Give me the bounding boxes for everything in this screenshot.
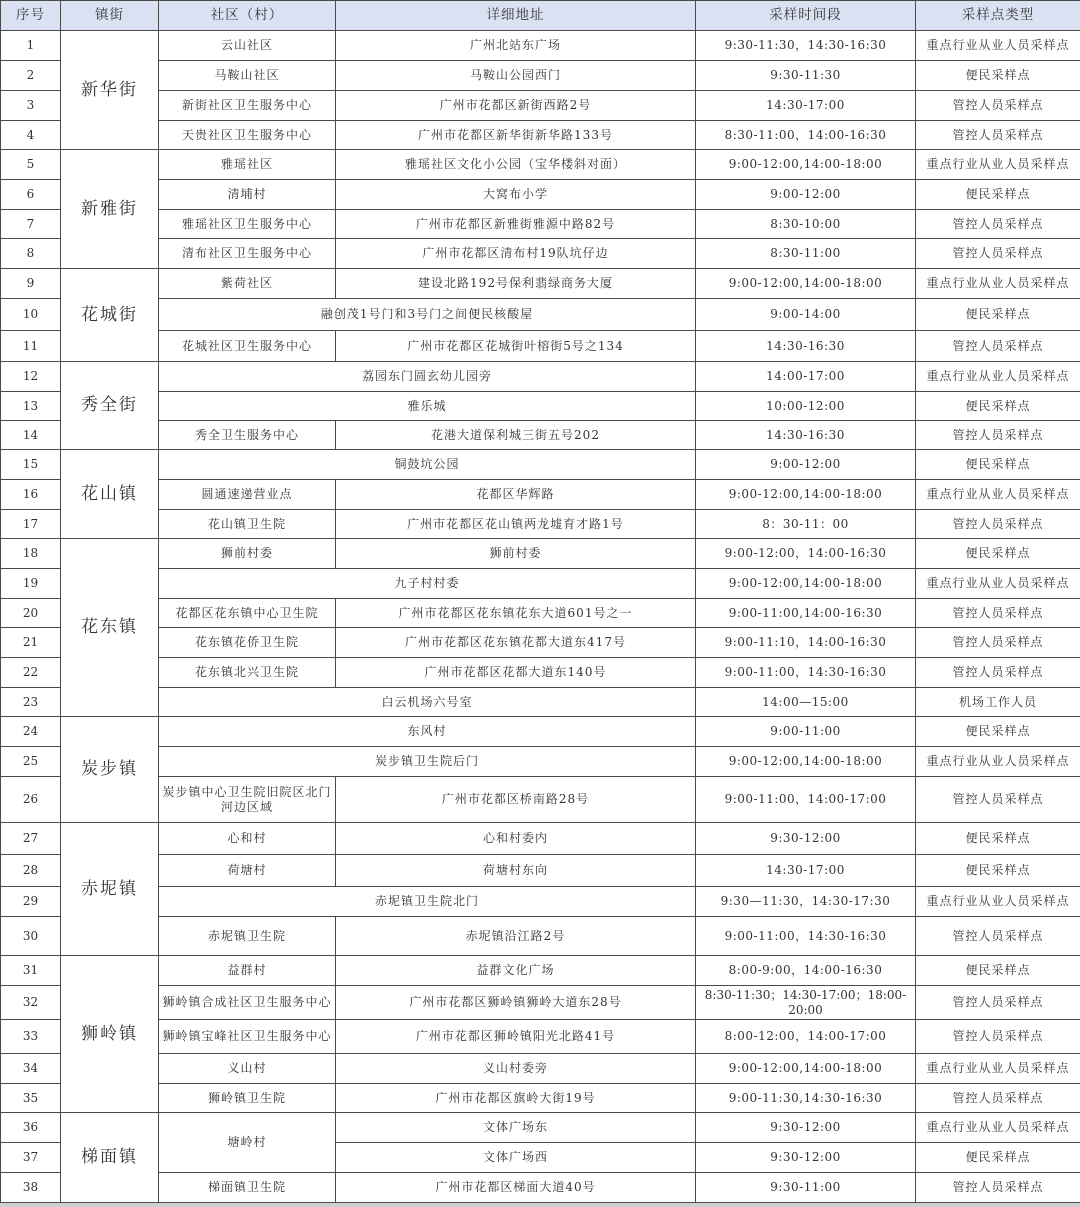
address-cell: 雅瑶社区文化小公园（宝华楼斜对面） bbox=[336, 150, 696, 180]
community-cell: 新街社区卫生服务中心 bbox=[159, 91, 336, 121]
type-cell: 便民采样点 bbox=[916, 1143, 1080, 1173]
community-cell: 狮岭镇卫生院 bbox=[159, 1084, 336, 1113]
community-cell: 荷塘村 bbox=[159, 855, 336, 887]
seq-cell: 33 bbox=[1, 1020, 61, 1054]
table-row bbox=[1, 421, 1080, 450]
community-cell: 梯面镇卫生院 bbox=[159, 1173, 336, 1203]
seq-cell: 22 bbox=[1, 658, 61, 688]
header-seq: 序号 bbox=[1, 1, 61, 31]
address-cell: 花港大道保利城三街五号202 bbox=[336, 421, 696, 450]
address-cell: 广州市花都区狮岭镇阳光北路41号 bbox=[336, 1020, 696, 1054]
type-cell: 管控人员采样点 bbox=[916, 1020, 1080, 1054]
community-cell: 圆通速递营业点 bbox=[159, 480, 336, 510]
table-row bbox=[1, 331, 1080, 362]
seq-cell: 32 bbox=[1, 986, 61, 1020]
type-cell: 便民采样点 bbox=[916, 717, 1080, 747]
seq-cell: 26 bbox=[1, 777, 61, 823]
seq-cell: 10 bbox=[1, 299, 61, 331]
table-row bbox=[1, 269, 1080, 299]
table-row bbox=[1, 823, 1080, 855]
table-row bbox=[1, 1173, 1080, 1203]
type-cell: 管控人员采样点 bbox=[916, 210, 1080, 239]
address-cell: 义山村委旁 bbox=[336, 1054, 696, 1084]
table-row bbox=[1, 480, 1080, 510]
type-cell: 便民采样点 bbox=[916, 539, 1080, 569]
address-cell: 广州市花都区花城街叶榕街5号之134 bbox=[336, 331, 696, 362]
time-cell: 14:00—15:00 bbox=[696, 688, 916, 717]
seq-cell: 35 bbox=[1, 1084, 61, 1113]
location-cell: 融创茂1号门和3号门之间便民核酸屋 bbox=[159, 299, 696, 331]
community-cell: 秀全卫生服务中心 bbox=[159, 421, 336, 450]
time-cell: 8:00-9:00，14:00-16:30 bbox=[696, 956, 916, 986]
table-row bbox=[1, 210, 1080, 239]
time-cell: 9:00-12:00,14:00-18:00 bbox=[696, 569, 916, 599]
type-cell: 机场工作人员 bbox=[916, 688, 1080, 717]
time-cell: 9:00-11:00 bbox=[696, 717, 916, 747]
seq-cell: 9 bbox=[1, 269, 61, 299]
community-cell: 狮岭镇宝峰社区卫生服务中心 bbox=[159, 1020, 336, 1054]
community-cell: 花都区花东镇中心卫生院 bbox=[159, 599, 336, 628]
community-cell: 心和村 bbox=[159, 823, 336, 855]
community-cell: 狮前村委 bbox=[159, 539, 336, 569]
seq-cell: 7 bbox=[1, 210, 61, 239]
type-cell: 管控人员采样点 bbox=[916, 917, 1080, 956]
location-cell: 荔园东门圆玄幼儿园旁 bbox=[159, 362, 696, 392]
address-cell: 建设北路192号保利翡绿商务大厦 bbox=[336, 269, 696, 299]
time-cell: 8：30-11：00 bbox=[696, 510, 916, 539]
type-cell: 重点行业从业人员采样点 bbox=[916, 887, 1080, 917]
time-cell: 9:00-11:00,14:00-16:30 bbox=[696, 599, 916, 628]
type-cell: 管控人员采样点 bbox=[916, 91, 1080, 121]
table-row bbox=[1, 392, 1080, 421]
time-cell: 14:00-17:00 bbox=[696, 362, 916, 392]
table-row bbox=[1, 777, 1080, 823]
table-row bbox=[1, 1113, 1080, 1143]
address-cell: 广州市花都区桥南路28号 bbox=[336, 777, 696, 823]
time-cell: 14:30-17:00 bbox=[696, 855, 916, 887]
type-cell: 管控人员采样点 bbox=[916, 510, 1080, 539]
table-row bbox=[1, 239, 1080, 269]
type-cell: 重点行业从业人员采样点 bbox=[916, 1054, 1080, 1084]
town-cell: 梯面镇 bbox=[61, 1113, 159, 1203]
seq-cell: 27 bbox=[1, 823, 61, 855]
seq-cell: 28 bbox=[1, 855, 61, 887]
community-cell: 花东镇北兴卫生院 bbox=[159, 658, 336, 688]
time-cell: 8:30-10:00 bbox=[696, 210, 916, 239]
town-cell: 秀全街 bbox=[61, 362, 159, 450]
seq-cell: 11 bbox=[1, 331, 61, 362]
address-cell: 广州北站东广场 bbox=[336, 31, 696, 61]
address-cell: 文体广场西 bbox=[336, 1143, 696, 1173]
table-row bbox=[1, 658, 1080, 688]
community-cell: 紫荷社区 bbox=[159, 269, 336, 299]
seq-cell: 12 bbox=[1, 362, 61, 392]
address-cell: 赤坭镇沿江路2号 bbox=[336, 917, 696, 956]
address-cell: 广州市花都区梯面大道40号 bbox=[336, 1173, 696, 1203]
seq-cell: 34 bbox=[1, 1054, 61, 1084]
table-row bbox=[1, 362, 1080, 392]
type-cell: 便民采样点 bbox=[916, 823, 1080, 855]
town-cell: 赤坭镇 bbox=[61, 823, 159, 956]
time-cell: 9:00-12:00，14:00-16:30 bbox=[696, 539, 916, 569]
time-cell: 9:30-11:30，14:30-16:30 bbox=[696, 31, 916, 61]
bottom-divider bbox=[0, 1203, 1080, 1207]
address-cell: 花都区华辉路 bbox=[336, 480, 696, 510]
table-row bbox=[1, 31, 1080, 61]
time-cell: 8:00-12:00，14:00-17:00 bbox=[696, 1020, 916, 1054]
time-cell: 9:00-12:00 bbox=[696, 450, 916, 480]
location-cell: 赤坭镇卫生院北门 bbox=[159, 887, 696, 917]
time-cell: 9:30-11:30 bbox=[696, 61, 916, 91]
type-cell: 管控人员采样点 bbox=[916, 658, 1080, 688]
community-cell: 赤坭镇卫生院 bbox=[159, 917, 336, 956]
time-cell: 14:30-16:30 bbox=[696, 421, 916, 450]
type-cell: 便民采样点 bbox=[916, 180, 1080, 210]
type-cell: 管控人员采样点 bbox=[916, 1084, 1080, 1113]
location-cell: 九子村村委 bbox=[159, 569, 696, 599]
community-cell: 义山村 bbox=[159, 1054, 336, 1084]
type-cell: 便民采样点 bbox=[916, 61, 1080, 91]
time-cell: 9:00-14:00 bbox=[696, 299, 916, 331]
seq-cell: 20 bbox=[1, 599, 61, 628]
seq-cell: 15 bbox=[1, 450, 61, 480]
seq-cell: 38 bbox=[1, 1173, 61, 1203]
address-cell: 广州市花都区花东镇花都大道东417号 bbox=[336, 628, 696, 658]
town-cell: 狮岭镇 bbox=[61, 956, 159, 1113]
seq-cell: 19 bbox=[1, 569, 61, 599]
type-cell: 管控人员采样点 bbox=[916, 239, 1080, 269]
seq-cell: 16 bbox=[1, 480, 61, 510]
type-cell: 便民采样点 bbox=[916, 855, 1080, 887]
table-row bbox=[1, 450, 1080, 480]
time-cell: 9:30-12:00 bbox=[696, 1143, 916, 1173]
seq-cell: 37 bbox=[1, 1143, 61, 1173]
type-cell: 管控人员采样点 bbox=[916, 599, 1080, 628]
table-row bbox=[1, 1084, 1080, 1113]
time-cell: 9:00-11:00，14:30-16:30 bbox=[696, 917, 916, 956]
time-cell: 9:30-12:00 bbox=[696, 823, 916, 855]
time-cell: 9:00-11:00，14:30-16:30 bbox=[696, 658, 916, 688]
type-cell: 重点行业从业人员采样点 bbox=[916, 480, 1080, 510]
table-row bbox=[1, 956, 1080, 986]
address-cell: 广州市花都区清布村19队坑仔边 bbox=[336, 239, 696, 269]
town-cell: 新雅街 bbox=[61, 150, 159, 269]
header-town: 镇街 bbox=[61, 1, 159, 31]
type-cell: 便民采样点 bbox=[916, 392, 1080, 421]
time-cell: 8:30-11:00 bbox=[696, 239, 916, 269]
town-cell: 花山镇 bbox=[61, 450, 159, 539]
community-cell: 清布社区卫生服务中心 bbox=[159, 239, 336, 269]
community-cell: 狮岭镇合成社区卫生服务中心 bbox=[159, 986, 336, 1020]
type-cell: 重点行业从业人员采样点 bbox=[916, 569, 1080, 599]
table-row bbox=[1, 539, 1080, 569]
community-cell: 清埔村 bbox=[159, 180, 336, 210]
town-cell: 花东镇 bbox=[61, 539, 159, 717]
table-row bbox=[1, 121, 1080, 150]
community-cell: 花山镇卫生院 bbox=[159, 510, 336, 539]
time-cell: 8:30-11:00，14:00-16:30 bbox=[696, 121, 916, 150]
table-row bbox=[1, 61, 1080, 91]
community-cell: 云山社区 bbox=[159, 31, 336, 61]
time-cell: 9:00-12:00,14:00-18:00 bbox=[696, 269, 916, 299]
seq-cell: 29 bbox=[1, 887, 61, 917]
community-cell: 益群村 bbox=[159, 956, 336, 986]
time-cell: 14:30-16:30 bbox=[696, 331, 916, 362]
community-cell: 雅瑶社区 bbox=[159, 150, 336, 180]
location-cell: 铜鼓坑公园 bbox=[159, 450, 696, 480]
address-cell: 广州市花都区花东镇花东大道601号之一 bbox=[336, 599, 696, 628]
address-cell: 广州市花都区新华街新华路133号 bbox=[336, 121, 696, 150]
time-cell: 14:30-17:00 bbox=[696, 91, 916, 121]
header-community: 社区（村） bbox=[159, 1, 336, 31]
table-header-row bbox=[1, 1, 1080, 31]
time-cell: 9:00-12:00,14:00-18:00 bbox=[696, 747, 916, 777]
address-cell: 广州市花都区旗岭大街19号 bbox=[336, 1084, 696, 1113]
table-row bbox=[1, 887, 1080, 917]
community-cell: 雅瑶社区卫生服务中心 bbox=[159, 210, 336, 239]
time-cell: 10:00-12:00 bbox=[696, 392, 916, 421]
location-cell: 白云机场六号室 bbox=[159, 688, 696, 717]
table-row bbox=[1, 1054, 1080, 1084]
location-cell: 炭步镇卫生院后门 bbox=[159, 747, 696, 777]
seq-cell: 36 bbox=[1, 1113, 61, 1143]
community-cell: 塘岭村 bbox=[159, 1113, 336, 1173]
time-cell: 9:00-11:00，14:00-17:00 bbox=[696, 777, 916, 823]
seq-cell: 8 bbox=[1, 239, 61, 269]
seq-cell: 4 bbox=[1, 121, 61, 150]
type-cell: 管控人员采样点 bbox=[916, 986, 1080, 1020]
seq-cell: 23 bbox=[1, 688, 61, 717]
table-row bbox=[1, 150, 1080, 180]
type-cell: 管控人员采样点 bbox=[916, 1173, 1080, 1203]
seq-cell: 1 bbox=[1, 31, 61, 61]
address-cell: 广州市花都区新街西路2号 bbox=[336, 91, 696, 121]
seq-cell: 17 bbox=[1, 510, 61, 539]
address-cell: 马鞍山公园西门 bbox=[336, 61, 696, 91]
time-cell: 9:00-12:00 bbox=[696, 180, 916, 210]
time-cell: 9:00-12:00,14:00-18:00 bbox=[696, 1054, 916, 1084]
table-row bbox=[1, 628, 1080, 658]
community-cell: 炭步镇中心卫生院旧院区北门河边区域 bbox=[159, 777, 336, 823]
table-row bbox=[1, 91, 1080, 121]
header-time: 采样时间段 bbox=[696, 1, 916, 31]
town-cell: 炭步镇 bbox=[61, 717, 159, 823]
table-row bbox=[1, 180, 1080, 210]
town-cell: 新华街 bbox=[61, 31, 159, 150]
table-row bbox=[1, 986, 1080, 1020]
type-cell: 重点行业从业人员采样点 bbox=[916, 362, 1080, 392]
table-row bbox=[1, 855, 1080, 887]
address-cell: 广州市花都区新雅街雅源中路82号 bbox=[336, 210, 696, 239]
seq-cell: 30 bbox=[1, 917, 61, 956]
time-cell: 9:00-11:30,14:30-16:30 bbox=[696, 1084, 916, 1113]
address-cell: 广州市花都区狮岭镇狮岭大道东28号 bbox=[336, 986, 696, 1020]
seq-cell: 13 bbox=[1, 392, 61, 421]
address-cell: 狮前村委 bbox=[336, 539, 696, 569]
time-cell: 9:00-11:10，14:00-16:30 bbox=[696, 628, 916, 658]
community-cell: 花东镇花侨卫生院 bbox=[159, 628, 336, 658]
address-cell: 荷塘村东向 bbox=[336, 855, 696, 887]
time-cell: 9:00-12:00,14:00-18:00 bbox=[696, 150, 916, 180]
seq-cell: 21 bbox=[1, 628, 61, 658]
seq-cell: 31 bbox=[1, 956, 61, 986]
time-cell: 8:30-11:30；14:30-17:00；18:00-20:00 bbox=[696, 986, 916, 1020]
header-type: 采样点类型 bbox=[916, 1, 1080, 31]
seq-cell: 25 bbox=[1, 747, 61, 777]
type-cell: 管控人员采样点 bbox=[916, 121, 1080, 150]
type-cell: 管控人员采样点 bbox=[916, 421, 1080, 450]
town-cell: 花城街 bbox=[61, 269, 159, 362]
time-cell: 9:30-12:00 bbox=[696, 1113, 916, 1143]
type-cell: 便民采样点 bbox=[916, 956, 1080, 986]
seq-cell: 2 bbox=[1, 61, 61, 91]
type-cell: 重点行业从业人员采样点 bbox=[916, 150, 1080, 180]
table-row bbox=[1, 299, 1080, 331]
seq-cell: 24 bbox=[1, 717, 61, 747]
location-cell: 雅乐城 bbox=[159, 392, 696, 421]
type-cell: 重点行业从业人员采样点 bbox=[916, 1113, 1080, 1143]
header-address: 详细地址 bbox=[336, 1, 696, 31]
time-cell: 9:30-11:00 bbox=[696, 1173, 916, 1203]
table-row bbox=[1, 1020, 1080, 1054]
seq-cell: 18 bbox=[1, 539, 61, 569]
type-cell: 重点行业从业人员采样点 bbox=[916, 269, 1080, 299]
type-cell: 便民采样点 bbox=[916, 450, 1080, 480]
table-row bbox=[1, 569, 1080, 599]
type-cell: 便民采样点 bbox=[916, 299, 1080, 331]
address-cell: 心和村委内 bbox=[336, 823, 696, 855]
seq-cell: 5 bbox=[1, 150, 61, 180]
community-cell: 马鞍山社区 bbox=[159, 61, 336, 91]
type-cell: 管控人员采样点 bbox=[916, 628, 1080, 658]
seq-cell: 3 bbox=[1, 91, 61, 121]
seq-cell: 6 bbox=[1, 180, 61, 210]
time-cell: 9:30—11:30，14:30-17:30 bbox=[696, 887, 916, 917]
address-cell: 广州市花都区花都大道东140号 bbox=[336, 658, 696, 688]
type-cell: 重点行业从业人员采样点 bbox=[916, 31, 1080, 61]
table-row bbox=[1, 917, 1080, 956]
community-cell: 天贵社区卫生服务中心 bbox=[159, 121, 336, 150]
location-cell: 东风村 bbox=[159, 717, 696, 747]
address-cell: 大窝布小学 bbox=[336, 180, 696, 210]
table-row bbox=[1, 599, 1080, 628]
seq-cell: 14 bbox=[1, 421, 61, 450]
table-row bbox=[1, 510, 1080, 539]
time-cell: 9:00-12:00,14:00-18:00 bbox=[696, 480, 916, 510]
address-cell: 广州市花都区花山镇两龙墟育才路1号 bbox=[336, 510, 696, 539]
address-cell: 益群文化广场 bbox=[336, 956, 696, 986]
table-row bbox=[1, 688, 1080, 717]
type-cell: 管控人员采样点 bbox=[916, 777, 1080, 823]
type-cell: 重点行业从业人员采样点 bbox=[916, 747, 1080, 777]
community-cell: 花城社区卫生服务中心 bbox=[159, 331, 336, 362]
table-row bbox=[1, 717, 1080, 747]
table-row bbox=[1, 747, 1080, 777]
type-cell: 管控人员采样点 bbox=[916, 331, 1080, 362]
address-cell: 文体广场东 bbox=[336, 1113, 696, 1143]
